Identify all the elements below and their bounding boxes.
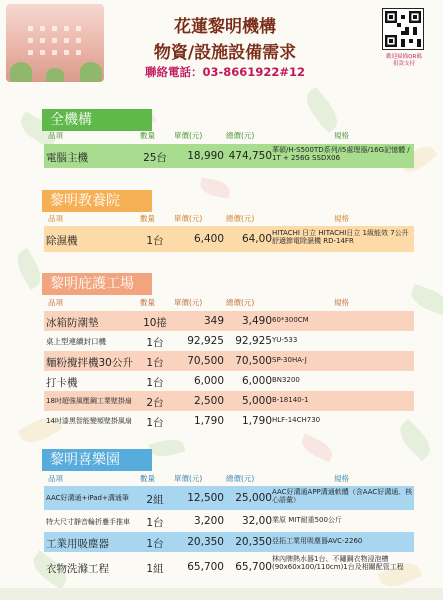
column-header-row: 品項 數量 單價(元) 總價(元) 規格 (48, 131, 349, 140)
table-row: 衣物洗滌工程 1組 65,700 65,700 林內牌熱水器1台、不鏽鋼衣物浸泡槽(90x60x100/110cm)1台及相關配管工程 (46, 555, 404, 575)
column-header-row: 品項 數量 單價(元) 總價(元) 規格 (48, 298, 349, 307)
qr-code[interactable] (382, 8, 424, 50)
table-row: AAC好溝通+iPad+溝通筆 2組 12,500 25,000 AAC好溝通APP溝通軟體（含AAC好溝通、核心語彙） (44, 486, 414, 510)
table-row: 電腦主機 25台 18,990 474,750 華碩/H-S500TD系列/i5處理器/16G記憶體 / 1T + 256G SSDX06 (44, 144, 414, 168)
section-title: 全機構 (42, 109, 152, 131)
column-header-row: 品項 數量 單價(元) 總價(元) 規格 (48, 474, 349, 483)
header (0, 0, 443, 86)
section-title: 黎明喜樂園 (42, 449, 152, 471)
section-title: 黎明教養院 (42, 190, 152, 212)
table-row: 18吋超強風壓鋼工業壁掛扇 2台 2,500 5,000 B-18140-1 (44, 391, 414, 411)
table-row: 14吋漆黑智能變頻壁掛風扇 1台 1,790 1,790 HLF-14CH730 (46, 415, 321, 429)
table-row: 特大尺寸靜音輪折疊手推車 1台 3,200 32,00 業原 MIT耐重500公斤 (46, 515, 342, 529)
footer-band (0, 588, 443, 600)
page-subtitle: 物資/設施設備需求 (153, 43, 297, 63)
table-row: 除濕機 1台 6,400 64,00 HITACHI 日立 HITACHI日立 1級能效 7公升舒適節電除濕機 RD-14FR (44, 226, 414, 252)
table-row: 冰箱防潮墊 10捲 349 3,490 60*300CM (44, 311, 414, 331)
page-title: 花蓮黎明機構 (174, 17, 276, 37)
table-row: 桌上型連續封口機 1台 92,925 92,925 YU-533 (46, 335, 298, 349)
table-row: 打卡機 1台 6,000 6,000 BN3200 (46, 375, 300, 389)
table-row: 工業用吸塵器 1台 20,350 20,350 亞拓工業用吸塵器AVC-2260 (44, 532, 414, 552)
contact-phone: 聯絡電話：03-8661922#12 (145, 65, 305, 79)
section-title: 黎明庇護工場 (42, 273, 152, 295)
table-row: 麵粉攪拌機30公升 1台 70,500 70,500 SP-30HA-J (44, 351, 414, 371)
column-header-row: 品項 數量 單價(元) 總價(元) 規格 (48, 214, 349, 223)
building-photo (6, 4, 104, 82)
qr-note: 歡迎掃描QR碼 捐款支持 (386, 54, 422, 68)
